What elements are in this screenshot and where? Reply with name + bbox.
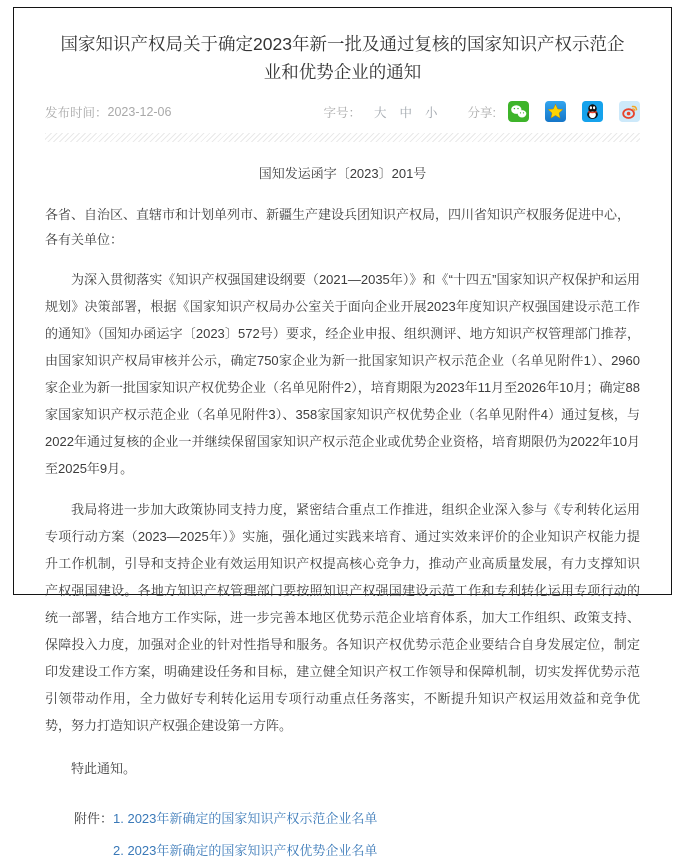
qzone-icon[interactable] <box>545 101 566 122</box>
weibo-icon[interactable] <box>619 101 640 122</box>
document-number: 国知发运函字〔2023〕201号 <box>258 166 427 181</box>
font-size-medium-button[interactable]: 中 <box>399 105 412 120</box>
publish-time-value: 2023-12-06 <box>107 104 172 119</box>
salutation-line: 各省、自治区、直辖市和计划单列市、新疆生产建设兵团知识产权局，四川省知识产权服务促进中心，各有关单位： <box>45 207 631 247</box>
attachment-link-2[interactable]: 2. 2023年新确定的国家知识产权优势企业名单 <box>113 843 378 858</box>
attachment-line-2 <box>74 835 640 867</box>
attachment-link-1[interactable]: 1. 2023年新确定的国家知识产权示范企业名单 <box>113 811 378 826</box>
attachments-label: 附件： <box>74 811 114 826</box>
wechat-icon[interactable] <box>508 101 529 122</box>
body-paragraph-2: 我局将进一步加大政策协同支持力度，紧密结合重点工作推进，组织企业深入参与《专利转化运用专项行动方案（2023—2025年）》实施，强化通过实践来培育、通过实效来评价的企业知识产权能力提升工作机制，引导和支持企业有效运用知识产权提高核心竞争力，推动产业高质量发展，有力支撑知识产权强国建设。各地方知识产权管理部门要按照知识产权强国建设示范工作和专利转化运用专项行动的统一部署，结合地方工作实际，进一步完善本地区优势示范企业培育体系，加大工作组织、政策支持、保障投入力度，加强对企业的针对性指导和服务。各知识产权优势示范企业要结合自身发展定位，制定印发建设工作方案，明确建设任务和目标，建立健全知识产权工作领导和保障机制，切实发挥优势示范引领带动作用，全力做好专利转化运用专项行动重点任务落实，不断提升知识产权运用效益和竞争优势，努力打造知识产权强企建设第一方阵。 <box>45 502 640 733</box>
font-size-label: 字号： <box>323 105 361 120</box>
body-paragraph-1: 为深入贯彻落实《知识产权强国建设纲要（2021—2035年）》和《“十四五”国家知识产权保护和运用规划》决策部署，根据《国家知识产权局办公室关于面向企业开展2023年度知识产权强国建设示范工作的通知》（国知办函运字〔2023〕572号）要求，经企业申报、组织测评、地方知识产权管理部门推荐，由国家知识产权局审核并公示，确定750家企业为新一批国家知识产权示范企业（名单见附件1）、2960家企业为新一批国家知识产权优势企业（名单见附件2），培育期限为2023年11月至2026年10月；确定88家国家知识产权示范企业（名单见附件3）、358家国家知识产权优势企业（名单见附件4）通过复核，与2022年通过复核的企业一并继续保留国家知识产权示范企业或优势企业资格，培育期限仍为2022年10月至2025年9月。 <box>45 272 640 476</box>
publish-time <box>45 103 171 121</box>
font-size-small-button[interactable]: 小 <box>425 105 438 120</box>
publish-time-label: 发布时间： <box>45 105 108 120</box>
attachment-line-1 <box>74 803 640 835</box>
share-label: 分享: <box>467 105 496 120</box>
hatched-divider <box>45 133 640 142</box>
font-size-large-button[interactable]: 大 <box>373 105 387 120</box>
qq-icon[interactable] <box>582 101 603 122</box>
page-title: 国家知识产权局关于确定2023年新一批及通过复核的国家知识产权示范企业和优势企业的通知 <box>60 34 625 82</box>
attachments-block <box>74 803 640 867</box>
meta-controls <box>323 101 640 122</box>
meta-row <box>45 101 640 122</box>
notice-document-panel <box>13 7 672 858</box>
share-icons-group <box>508 101 640 122</box>
font-size-control <box>323 103 437 121</box>
closing-notice-line: 特此通知。 <box>71 761 137 776</box>
